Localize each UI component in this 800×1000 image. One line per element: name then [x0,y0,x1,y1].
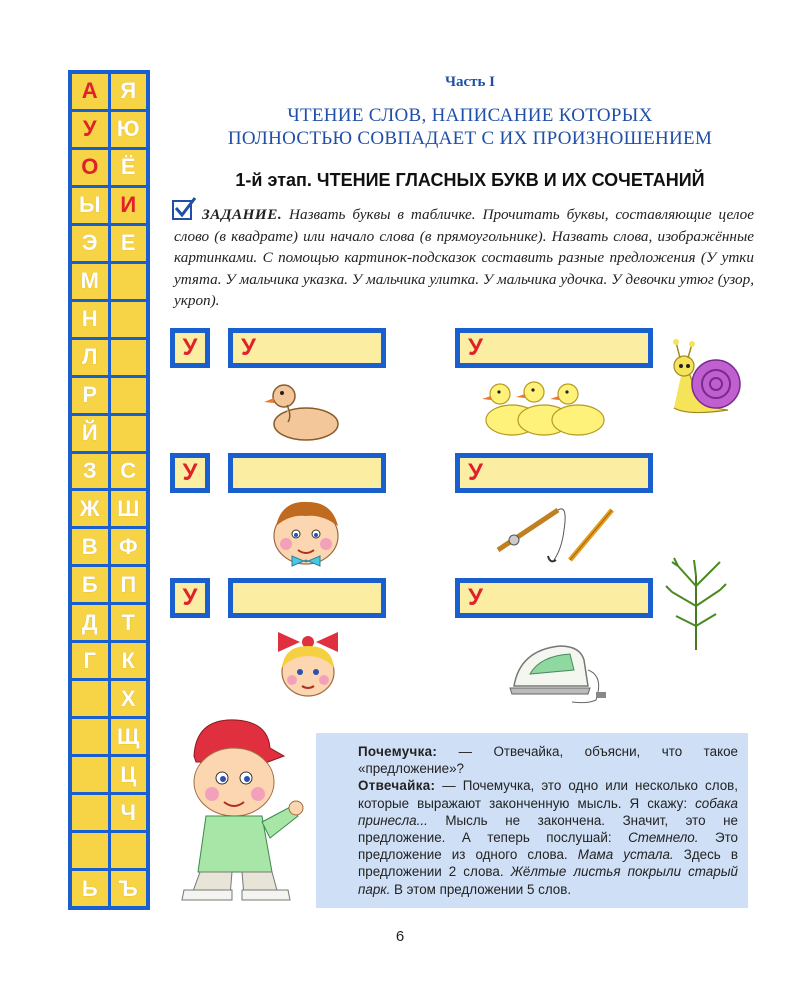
alphabet-cell: Д [72,605,108,640]
alphabet-cell [111,302,147,337]
alphabet-cell: Щ [111,719,147,754]
speaker-otvechaika: Отвечайка: [358,778,436,794]
alphabet-cell [72,833,108,868]
word-rect-5 [228,578,386,618]
alphabet-cell: Р [72,378,108,413]
letter-square-1: У [170,328,210,368]
boy-head-picture [262,496,348,574]
task-body: Назвать буквы в табличке. Прочитать буквы, составляющие целое слово (в квадрате) или начало слова (в прямоугольнике). Назвать слова, изображённые картинками. С помощью картинок-подсказок составить разные предложения (У утки утята. У мальчика указка. У мальчика улитка. У мальчика удочка. У девочки утюг (узор, укроп). [174,206,754,309]
alphabet-cell [72,795,108,830]
ducklings-picture [482,376,612,442]
alphabet-cell: Г [72,643,108,678]
page-number: 6 [395,928,405,945]
word-rect-1: У [228,328,386,368]
word-rect-4: У [455,453,653,493]
letter-square-3: У [170,578,210,618]
alphabet-cell: Ш [111,491,147,526]
dialog-box [316,733,748,908]
alphabet-cell: Ф [111,529,147,564]
alphabet-cell [111,416,147,451]
alphabet-cell: Ъ [111,871,147,906]
alphabet-cell: Е [111,226,147,261]
alphabet-cell [72,757,108,792]
alphabet-cell [111,833,147,868]
stage-title: ЧТЕНИЕ ГЛАСНЫХ БУКВ И ИХ СОЧЕТАНИЙ [316,170,705,190]
snail-picture [668,338,748,418]
word-rect-3 [228,453,386,493]
dialog-answer: Отвечайка: — Почемучка, это одно или несколько слов, которые выражают законченную мысль. Я скажу: собака принесла... Мысль не закончена. Значит, это не предложение. А теперь послушай: Стемнело. Это предложение из одного слова. Мама устала. Здесь в предложении 2 слова. Жёлтые листья покрыли старый парк. В этом предложении 5 слов. [358,778,738,897]
duck-picture [262,378,342,444]
alphabet-cell: Ж [72,491,108,526]
alphabet-cell: Н [72,302,108,337]
alphabet-cell: У [72,112,108,147]
part-heading: Часть I [444,74,496,90]
alphabet-cell [111,340,147,375]
section-title-line2: ПОЛНОСТЬЮ СОВПАДАЕТ С ИХ ПРОИЗНОШЕНИЕМ [227,128,713,149]
alphabet-cell: Х [111,681,147,716]
alphabet-cell: Ч [111,795,147,830]
iron-picture [500,630,610,706]
section-title [170,104,770,150]
alphabet-cell: С [111,454,147,489]
task-text [174,204,754,312]
alphabet-cell: Б [72,567,108,602]
alphabet-cell: А [72,74,108,109]
alphabet-cell [72,681,108,716]
alphabet-cell [72,719,108,754]
alphabet-cell: Й [72,416,108,451]
speaker-pochemuchka: Почемучка: [358,744,438,759]
stage-heading [170,170,770,191]
alphabet-cell [111,378,147,413]
boy-pochemuchka-picture [176,712,308,902]
section-title-line1: ЧТЕНИЕ СЛОВ, НАПИСАНИЕ КОТОРЫХ [287,105,653,126]
alphabet-cell: Я [111,74,147,109]
girl-head-picture [270,622,346,702]
stage-prefix: 1-й этап. [235,170,312,190]
dill-picture [664,556,728,652]
alphabet-cell: К [111,643,147,678]
letter-square-2: У [170,453,210,493]
alphabet-cell: З [72,454,108,489]
task-label: ЗАДАНИЕ. [202,206,283,223]
alphabet-cell: И [111,188,147,223]
alphabet-cell: Э [72,226,108,261]
word-rect-2: У [455,328,653,368]
alphabet-cell: Ю [111,112,147,147]
alphabet-cell: Ь [72,871,108,906]
dialog-question: Почемучка: — Отвечайка, объясни, что такое «предложение»? [358,744,738,777]
alphabet-cell: Т [111,605,147,640]
word-rect-6: У [455,578,653,618]
alphabet-cell: Ц [111,757,147,792]
alphabet-cell: Л [72,340,108,375]
alphabet-cell: О [72,150,108,185]
alphabet-cell: П [111,567,147,602]
alphabet-cell: Ы [72,188,108,223]
alphabet-cell [111,264,147,299]
dialog-text [328,743,738,898]
alphabet-cell: В [72,529,108,564]
fishing-rod-picture [488,500,614,566]
alphabet-cell: Ё [111,150,147,185]
alphabet-cell: М [72,264,108,299]
alphabet-strip [68,70,150,910]
